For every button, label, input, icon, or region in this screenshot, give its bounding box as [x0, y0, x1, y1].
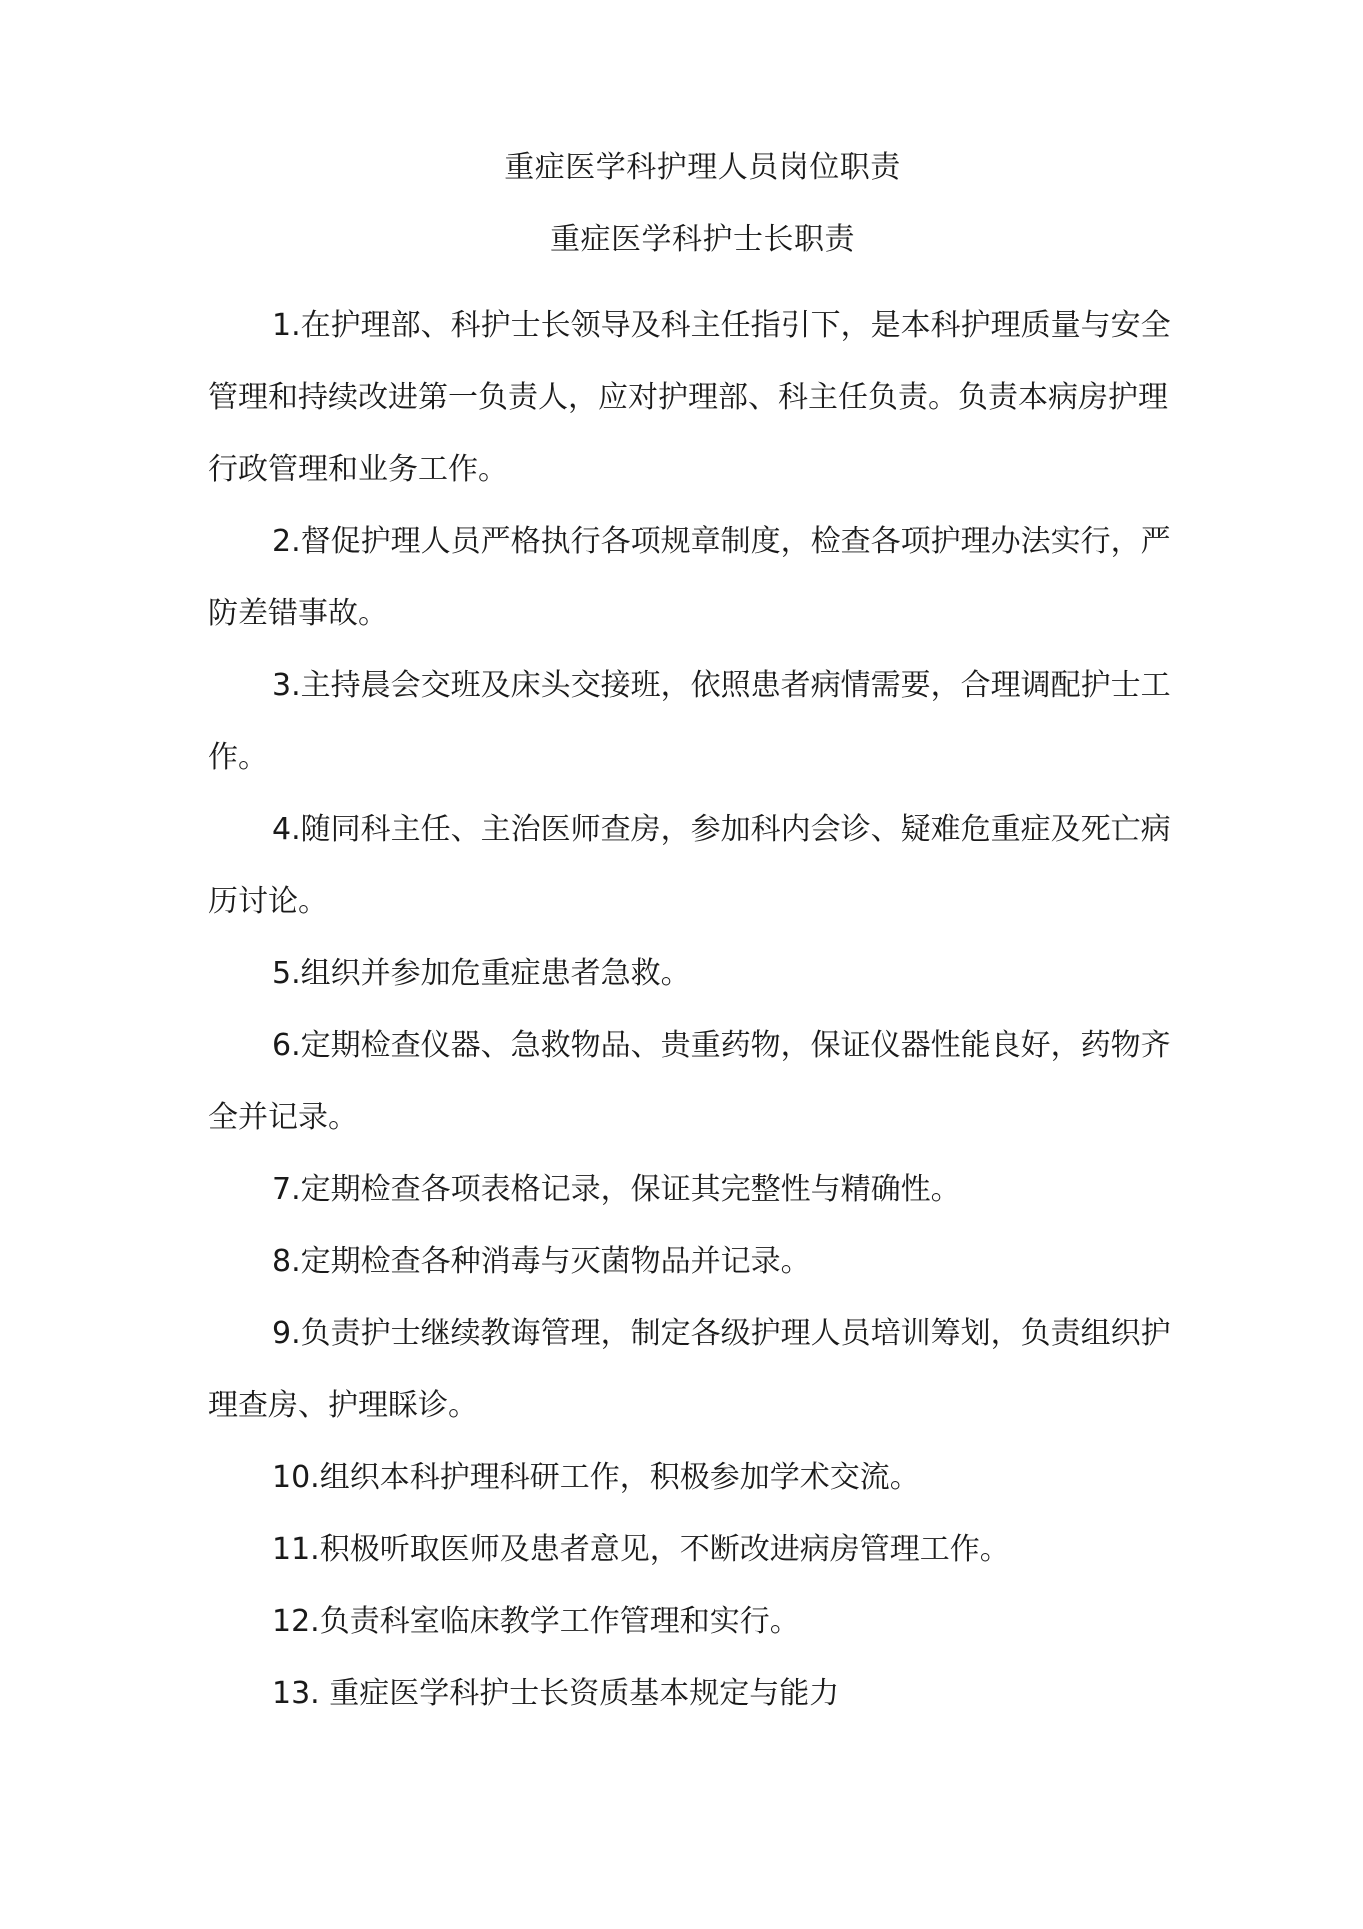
document-body	[208, 290, 1174, 1730]
duty-item-13: 13. 重症医学科护士长资质基本规定与能力	[272, 1676, 840, 1711]
document-subtitle: 重症医学科护士长职责	[550, 222, 855, 257]
duty-item-5: 5.组织并参加危重症患者急救。	[272, 956, 691, 991]
document-title: 重症医学科护理人员岗位职责	[504, 150, 901, 185]
duty-item-7: 7.定期检查各项表格记录，保证其完整性与精确性。	[272, 1172, 961, 1207]
duty-item-2: 2.督促护理人员严格执行各项规章制度，检查各项护理办法实行，严防差错事故。	[208, 524, 1171, 631]
duty-item-8: 8.定期检查各种消毒与灭菌物品并记录。	[272, 1244, 811, 1279]
duty-item-6: 6.定期检查仪器、急救物品、贵重药物，保证仪器性能良好，药物齐全并记录。	[208, 1028, 1171, 1135]
duty-item-12: 12.负责科室临床教学工作管理和实行。	[272, 1604, 800, 1639]
duty-item-9: 9.负责护士继续教诲管理，制定各级护理人员培训筹划，负责组织护理查房、护理睬诊。	[208, 1316, 1171, 1423]
duty-item-1: 1.在护理部、科护士长领导及科主任指引下，是本科护理质量与安全管理和持续改进第一负责人，应对护理部、科主任负责。负责本病房护理行政管理和业务工作。	[208, 308, 1171, 487]
duty-item-11: 11.积极听取医师及患者意见，不断改进病房管理工作。	[272, 1532, 1010, 1567]
duty-item-3: 3.主持晨会交班及床头交接班，依照患者病情需要，合理调配护士工作。	[208, 668, 1171, 775]
duty-item-4: 4.随同科主任、主治医师查房，参加科内会诊、疑难危重症及死亡病历讨论。	[208, 812, 1171, 919]
duty-item-10: 10.组织本科护理科研工作，积极参加学术交流。	[272, 1460, 920, 1495]
